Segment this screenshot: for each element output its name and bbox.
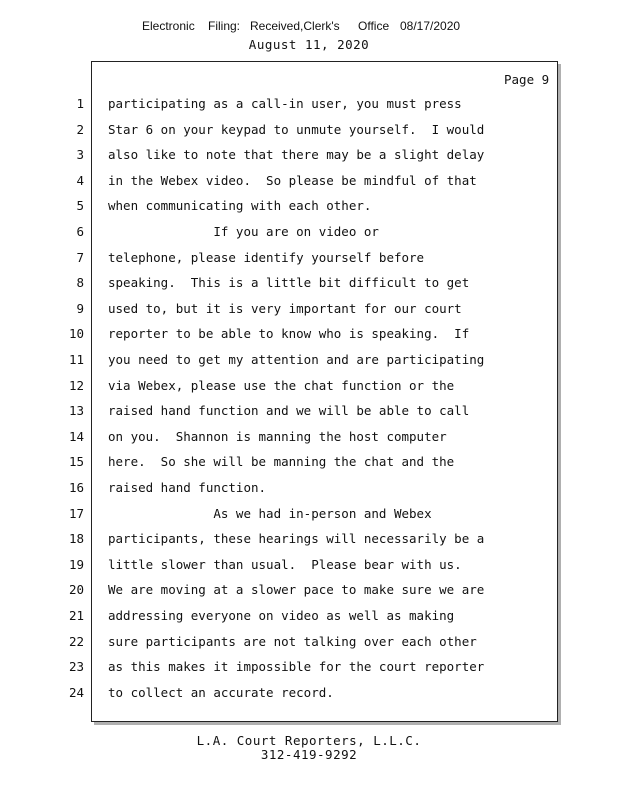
line-number: 6	[76, 224, 84, 239]
line-text: addressing everyone on video as well as making	[108, 608, 455, 623]
line-text: raised hand function and we will be able to call	[108, 403, 470, 419]
header-filing: Filing:	[208, 19, 241, 33]
footer-company: L.A. Court Reporters, L.L.C.	[196, 733, 422, 748]
line-text: If you are on video or	[108, 224, 379, 239]
transcript-line	[0, 480, 560, 500]
page-number: Page 9	[504, 72, 550, 87]
line-number: 20	[68, 582, 84, 598]
line-text: you need to get my attention and are participating	[108, 352, 485, 367]
line-number: 5	[76, 198, 84, 214]
line-number: 17	[68, 505, 84, 521]
line-number: 23	[68, 659, 84, 675]
line-number: 10	[68, 326, 84, 342]
transcript-line	[0, 506, 560, 526]
footer-phone: 312-419-9292	[260, 747, 358, 762]
line-text: via Webex, please use the chat function or the	[108, 377, 455, 393]
transcript-line	[0, 147, 560, 167]
transcript-line	[0, 224, 560, 244]
line-text: As we had in-person and Webex	[108, 505, 432, 521]
transcript-line	[0, 378, 560, 398]
line-text: raised hand function.	[108, 480, 267, 495]
transcript-line	[0, 685, 560, 705]
transcript-line	[0, 557, 560, 577]
header-date-stamp: 08/17/2020	[400, 19, 461, 33]
transcript-line	[0, 173, 560, 193]
transcript-line	[0, 250, 560, 270]
line-number: 18	[68, 531, 84, 547]
line-number: 7	[76, 249, 84, 265]
header-office: Office	[358, 19, 390, 33]
line-text: telephone, please identify yourself before	[108, 249, 425, 265]
transcript-line	[0, 275, 560, 295]
line-number: 16	[68, 480, 84, 495]
line-text: to collect an accurate record.	[108, 684, 334, 700]
line-text: when communicating with each other.	[108, 198, 372, 214]
transcript-line	[0, 96, 560, 116]
transcript-line	[0, 326, 560, 346]
line-text: little slower than usual. Please bear with us.	[108, 556, 462, 572]
line-text: Star 6 on your keypad to unmute yourself. I would	[108, 121, 485, 137]
line-number: 1	[76, 96, 84, 111]
line-text: here. So she will be manning the chat and the	[108, 454, 455, 470]
line-text: sure participants are not talking over each other	[108, 633, 477, 649]
header-received: Received,Clerk's	[250, 19, 340, 33]
transcript-line	[0, 608, 560, 628]
line-text: on you. Shannon is manning the host computer	[108, 428, 447, 444]
line-text: We are moving at a slower pace to make sure we are	[108, 582, 485, 598]
line-text: participating as a call-in user, you must press	[108, 96, 462, 111]
line-number: 9	[76, 300, 84, 316]
line-number: 11	[68, 352, 84, 367]
header-electronic: Electronic	[142, 19, 195, 33]
line-text: speaking. This is a little bit difficult to get	[108, 275, 470, 291]
hearing-date: August 11, 2020	[248, 37, 370, 52]
transcript-line	[0, 531, 560, 551]
line-number: 2	[76, 121, 84, 137]
transcript-line	[0, 454, 560, 474]
line-number: 3	[76, 147, 84, 163]
transcript-line	[0, 301, 560, 321]
line-number: 22	[68, 633, 84, 649]
line-number: 19	[68, 556, 84, 572]
line-number: 12	[68, 377, 84, 393]
transcript-line	[0, 403, 560, 423]
line-text: used to, but it is very important for our court	[108, 300, 462, 316]
line-number: 14	[68, 428, 84, 444]
transcript-line	[0, 198, 560, 218]
line-text: reporter to be able to know who is speaking. If	[108, 326, 470, 342]
line-text: also like to note that there may be a slight delay	[108, 147, 485, 163]
line-text: as this makes it impossible for the court reporter	[108, 659, 485, 675]
line-number: 13	[68, 403, 84, 419]
transcript-line	[0, 634, 560, 654]
line-number: 15	[68, 454, 84, 470]
line-number: 21	[68, 608, 84, 623]
transcript-line	[0, 659, 560, 679]
line-text: participants, these hearings will necessarily be a	[108, 531, 485, 547]
transcript-line	[0, 582, 560, 602]
line-number: 4	[76, 172, 84, 188]
line-number: 24	[68, 684, 84, 700]
transcript-line	[0, 352, 560, 372]
line-text: in the Webex video. So please be mindful of that	[108, 172, 477, 188]
line-number: 8	[76, 275, 84, 291]
transcript-line	[0, 122, 560, 142]
transcript-line	[0, 429, 560, 449]
